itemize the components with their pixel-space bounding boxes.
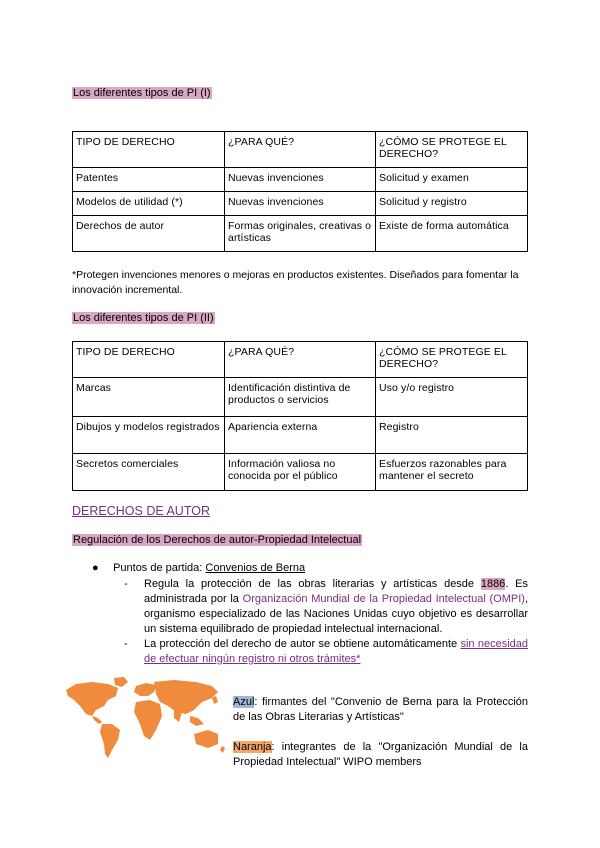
table-cell: Formas originales, creativas o artísticas [225, 216, 376, 252]
europe-shape [134, 683, 156, 696]
japan-shape [212, 696, 218, 704]
bullet-icon: ● [92, 562, 99, 574]
table-header-row [73, 132, 528, 168]
derechos-subheading: Regulación de los Derechos de autor-Propiedad Intelectual [73, 534, 362, 546]
derechos-heading[interactable]: DERECHOS DE AUTOR [72, 504, 210, 518]
table-row [73, 378, 528, 417]
table-row [73, 192, 528, 216]
table-cell: Nuevas invenciones [225, 168, 376, 192]
legend-blue: Azul: firmantes del "Convenio de Berna para la Protección de las Obras Literarias y Artísticas" [233, 696, 528, 723]
sub-item-1: - Regula la protección de las obras literarias y artísticas desde 1886. Es administrada por la Organización Mundial de la Propiedad Intelectual (OMPI), organismo especializado de las Naciones Unidas cuyo objetivo es desarrollar un sistema equilibrado de propiedad intelectual internacional. [124, 578, 528, 635]
table-cell: Existe de forma automática [376, 216, 528, 252]
table-cell: Esfuerzos razonables para mantener el secreto [376, 454, 528, 491]
table-cell: Patentes [73, 168, 225, 192]
rights-table-2 [72, 341, 528, 491]
south-america-shape [100, 724, 120, 758]
table-cell: Identificación distintiva de productos o servicios [225, 378, 376, 417]
table-header-cell: TIPO DE DERECHO [73, 342, 225, 378]
table-cell: Uso y/o registro [376, 378, 528, 417]
table-cell: Modelos de utilidad (*) [73, 192, 225, 216]
table-header-row [73, 342, 528, 378]
asia-shape [154, 680, 218, 714]
table-cell: Apariencia externa [225, 417, 376, 454]
table-row [73, 417, 528, 454]
no-registration-link[interactable]: sin necesidad de efectuar ningún registro ni otros trámites* [144, 638, 528, 665]
africa-shape [134, 700, 162, 740]
table-row [73, 454, 528, 491]
legend-orange: Naranja: integrantes de la "Organización Mundial de la Propiedad Intelectual" WIPO members [233, 741, 528, 768]
table-footnote: *Protegen invenciones menores o mejoras en productos existentes. Diseñados para fomentar la innovación incremental. [72, 269, 519, 296]
table-cell: Derechos de autor [73, 216, 225, 252]
table-cell: Marcas [73, 378, 225, 417]
table-cell: Nuevas invenciones [225, 192, 376, 216]
table-row [73, 168, 528, 192]
ompi-link[interactable]: Organización Mundial de la Propiedad Intelectual (OMPI) [242, 593, 525, 605]
table-header-cell: ¿PARA QUÉ? [225, 132, 376, 168]
table-header-cell: ¿CÓMO SE PROTEGE EL DERECHO? [376, 132, 528, 168]
sub-item-2: - La protección del derecho de autor se obtiene automáticamente sin necesidad de efectuar ningún registro ni otros trámites* [124, 638, 528, 665]
rights-table-1 [72, 131, 528, 252]
central-america-shape [92, 716, 102, 724]
section2-title: Los diferentes tipos de PI (II) [73, 312, 214, 324]
se-asia-shape [190, 716, 204, 726]
australia-shape [194, 730, 218, 748]
north-america-shape [66, 682, 118, 716]
table-header-cell: TIPO DE DERECHO [73, 132, 225, 168]
world-map [62, 674, 228, 762]
dash-icon: - [124, 638, 128, 650]
section1-title: Los diferentes tipos de PI (I) [73, 87, 211, 99]
table-header-cell: ¿PARA QUÉ? [225, 342, 376, 378]
dash-icon: - [124, 578, 128, 590]
berna-link[interactable]: Convenios de Berna [205, 562, 306, 574]
table-cell: Solicitud y examen [376, 168, 528, 192]
table-cell: Secretos comerciales [73, 454, 225, 491]
greenland-shape [114, 677, 128, 687]
table-header-cell: ¿CÓMO SE PROTEGE EL DERECHO? [376, 342, 528, 378]
india-shape [174, 710, 182, 722]
table-cell: Dibujos y modelos registrados [73, 417, 225, 454]
table-row [73, 216, 528, 252]
bullet-item: ● Puntos de partida: Convenios de Berna [92, 562, 306, 574]
table-cell: Solicitud y registro [376, 192, 528, 216]
nz-shape [220, 746, 225, 753]
table-cell: Información valiosa no conocida por el público [225, 454, 376, 491]
table-cell: Registro [376, 417, 528, 454]
year-highlight: 1886 [480, 578, 506, 590]
